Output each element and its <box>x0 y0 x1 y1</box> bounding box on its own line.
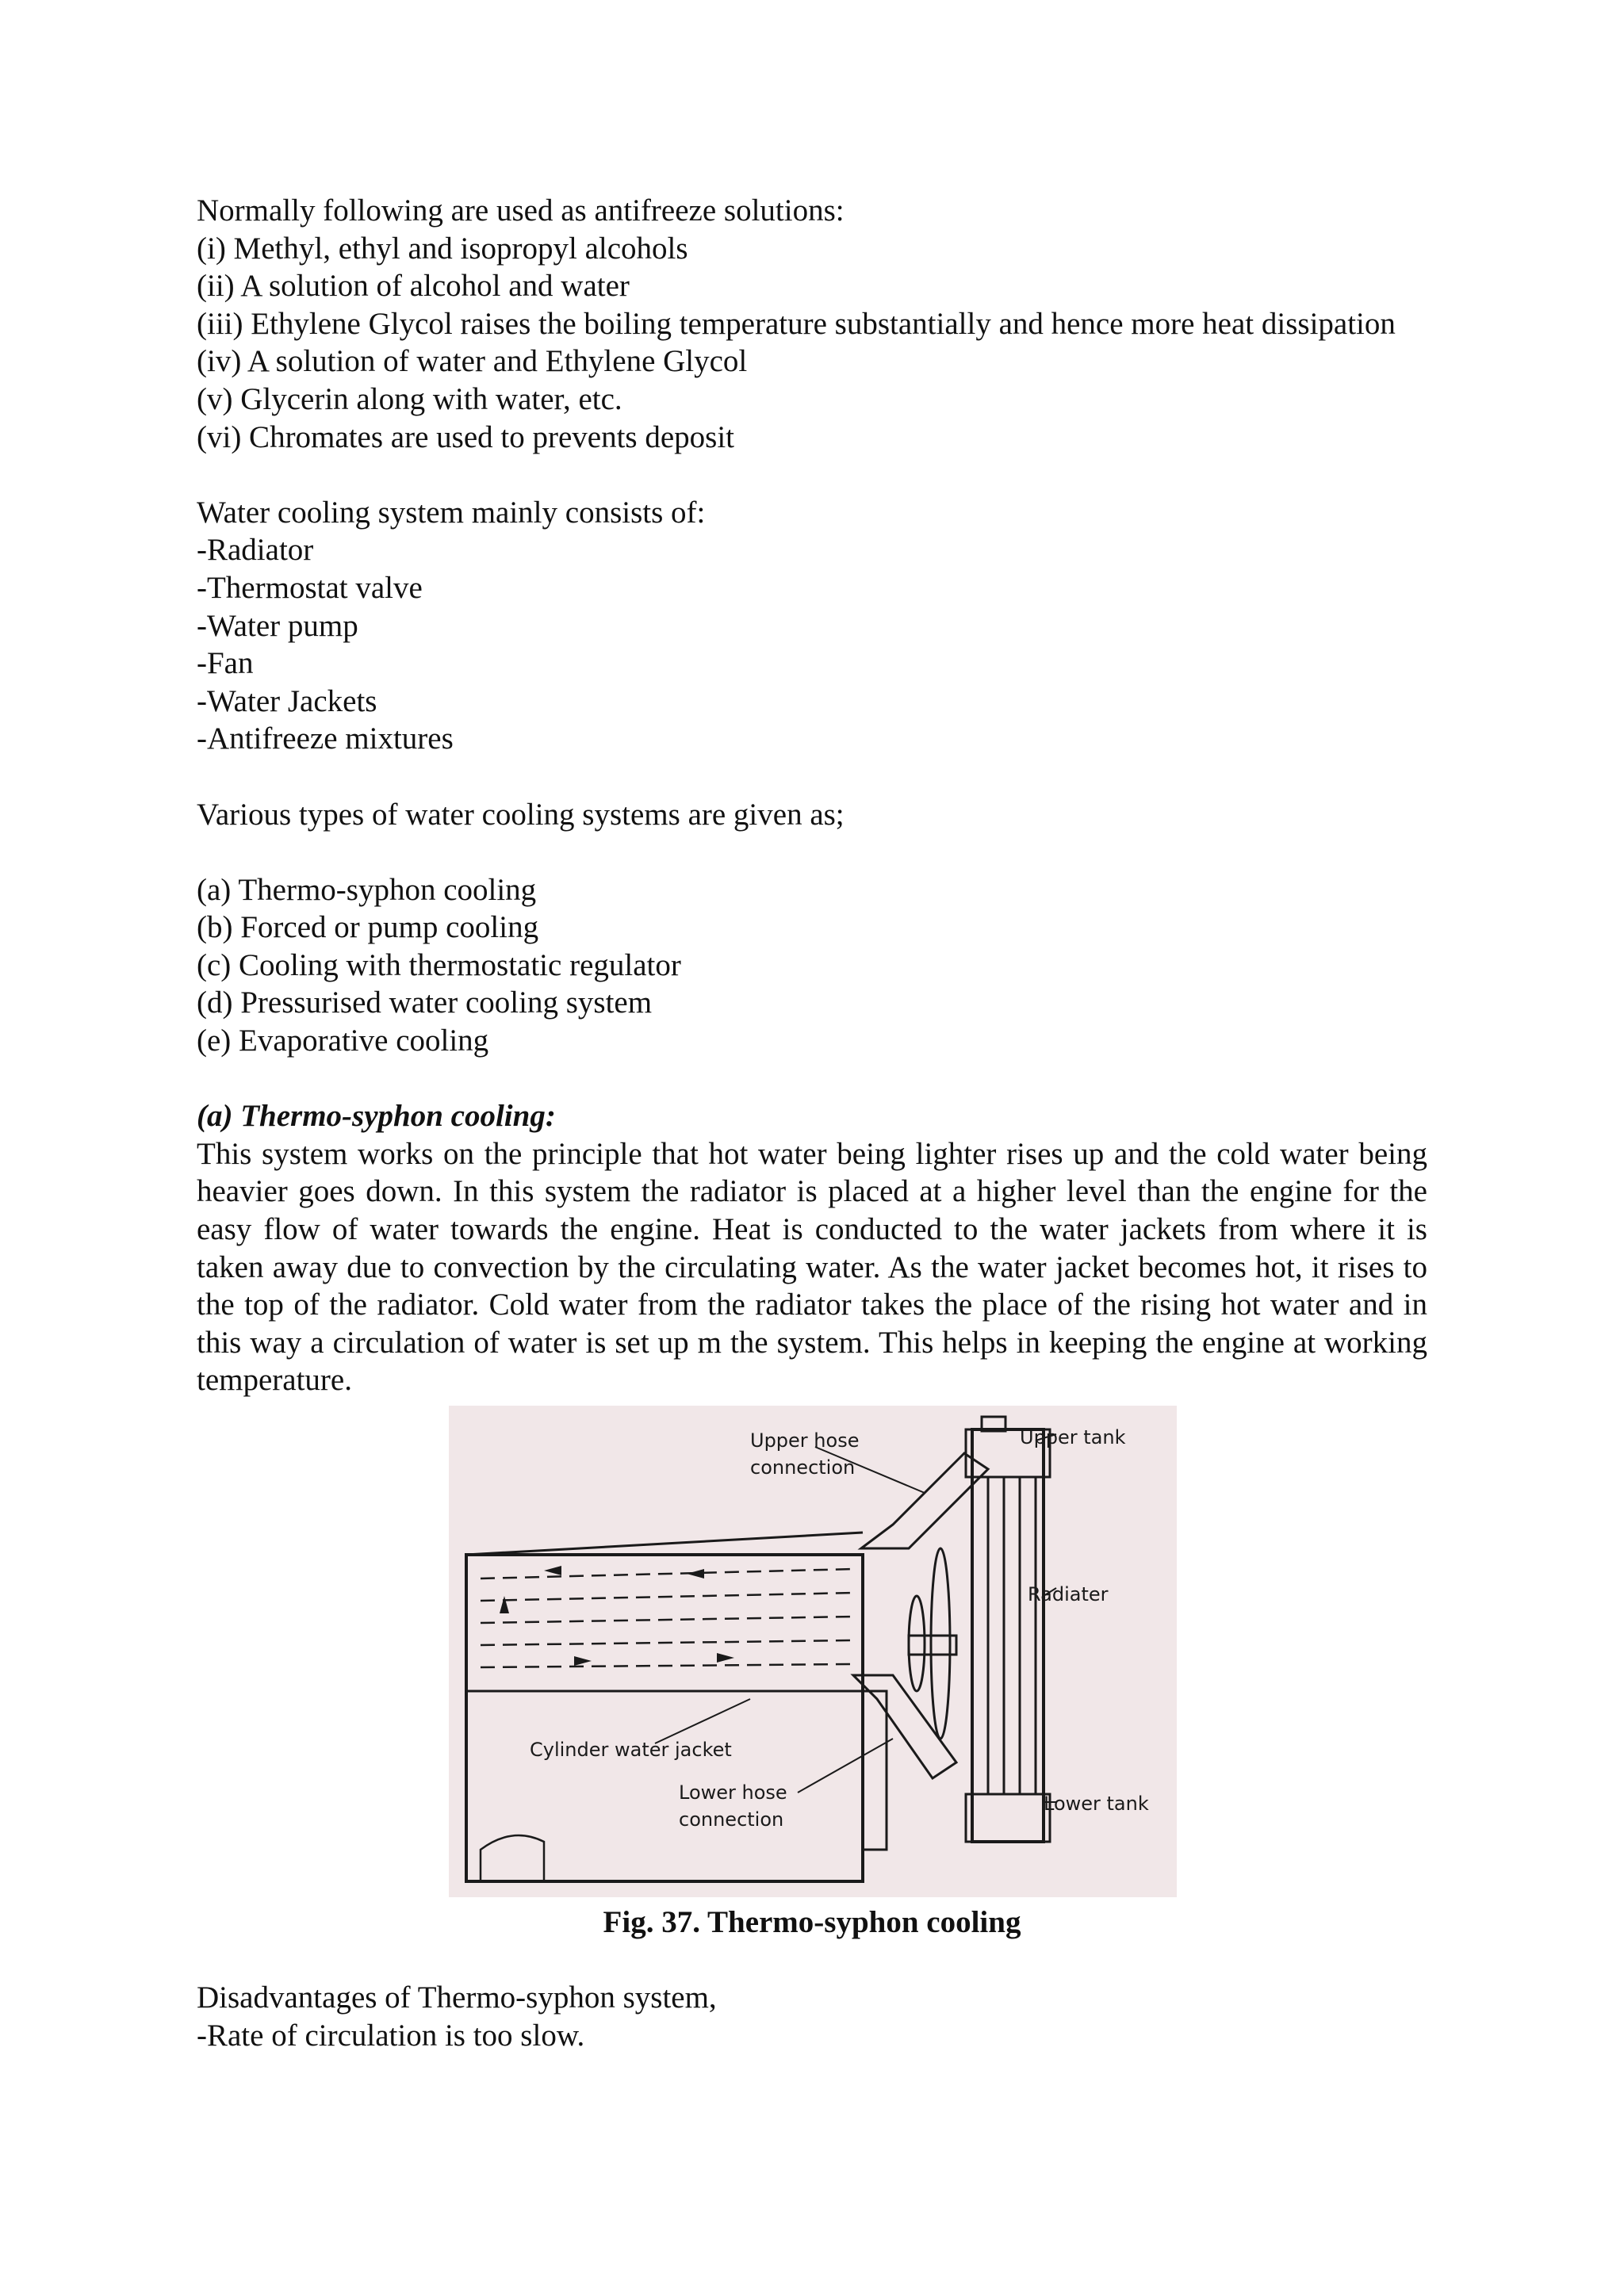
type-item-a: (a) Thermo-syphon cooling <box>197 872 537 907</box>
spacer <box>197 833 1427 871</box>
engine-block-outline <box>466 1555 863 1881</box>
antifreeze-item-3: (iii) Ethylene Glycol raises the boiling temperature substantially and hence more heat dissipation <box>197 306 1396 341</box>
radiator-tubes <box>988 1477 1036 1794</box>
component-item-fan: -Fan <box>197 646 254 681</box>
component-item-antifreeze: -Antifreeze mixtures <box>197 721 454 756</box>
water-level-lines <box>481 1569 853 1667</box>
spacer <box>197 758 1427 796</box>
label-upper-hose-2: connection <box>750 1456 856 1479</box>
spacer <box>197 456 1427 494</box>
engine-side-flange <box>863 1691 887 1850</box>
types-intro: Various types of water cooling systems are given as; <box>197 797 845 832</box>
label-lower-tank: Lower tank <box>1044 1793 1149 1815</box>
antifreeze-item-6: (vi) Chromates are used to prevents deposit <box>197 419 734 454</box>
engine-top-edge <box>466 1533 863 1555</box>
antifreeze-item-2: (ii) A solution of alcohol and water <box>197 269 630 304</box>
antifreeze-item-5: (v) Glycerin along with water, etc. <box>197 381 622 416</box>
page-content <box>197 192 1427 2054</box>
lower-tank-shape <box>966 1794 1050 1842</box>
thermo-syphon-diagram <box>449 1406 1177 1897</box>
radiator-body <box>972 1429 1044 1842</box>
type-item-e: (e) Evaporative cooling <box>197 1024 489 1058</box>
components-intro: Water cooling system mainly consists of: <box>197 495 706 530</box>
component-item-radiator: -Radiator <box>197 533 314 568</box>
component-item-thermostat: -Thermostat valve <box>197 570 423 605</box>
spacer <box>197 1060 1427 1098</box>
antifreeze-item-1: (i) Methyl, ethyl and isopropyl alcohols <box>197 231 688 266</box>
disadvantages-intro: Disadvantages of Thermo-syphon system, <box>197 1980 717 2015</box>
disadvantage-item-1: -Rate of circulation is too slow. <box>197 2018 585 2053</box>
antifreeze-item-4: (iv) A solution of water and Ethylene Glycol <box>197 344 748 379</box>
section-heading-thermo-syphon: (a) Thermo-syphon cooling: <box>197 1099 556 1134</box>
type-item-b: (b) Forced or pump cooling <box>197 910 539 945</box>
component-item-pump: -Water pump <box>197 608 358 643</box>
label-lower-hose-2: connection <box>679 1808 784 1831</box>
spacer <box>197 1942 1427 1980</box>
section-body-thermo-syphon: This system works on the principle that hot water being lighter rises up and the cold water being heavier goes down. In this system the radiator is placed at a higher level than the engine for the easy flow of water towards the engine. Heat is conducted to the water jackets from where it is taken away due to convection by the circulating water. As the water jacket becomes hot, it rises to the top of the radiator. Cold water from the radiator takes the place of the rising hot water and in this way a circulation of water is set up m the system. This helps in keeping the engine at working temperature. <box>197 1136 1427 1398</box>
lower-hose <box>853 1675 956 1778</box>
engine-lower-detail <box>481 1835 544 1881</box>
upper-hose <box>861 1453 988 1548</box>
type-item-d: (d) Pressurised water cooling system <box>197 985 653 1020</box>
type-item-c: (c) Cooling with thermostatic regulator <box>197 947 681 982</box>
label-cylinder-jacket: Cylinder water jacket <box>530 1739 732 1761</box>
component-item-jackets: -Water Jackets <box>197 683 377 718</box>
label-upper-hose-1: Upper hose <box>750 1429 860 1452</box>
pulley <box>909 1596 925 1691</box>
figure-caption: Fig. 37. Thermo-syphon cooling <box>603 1905 1021 1939</box>
label-lower-hose-1: Lower hose <box>679 1781 787 1804</box>
label-upper-tank: Upper tank <box>1020 1426 1126 1448</box>
antifreeze-intro: Normally following are used as antifreeze solutions: <box>197 193 845 228</box>
fan-blade <box>931 1548 950 1739</box>
label-radiator: Radiater <box>1028 1583 1109 1605</box>
thermo-syphon-figure <box>449 1406 1177 1897</box>
flow-arrows <box>500 1566 734 1666</box>
